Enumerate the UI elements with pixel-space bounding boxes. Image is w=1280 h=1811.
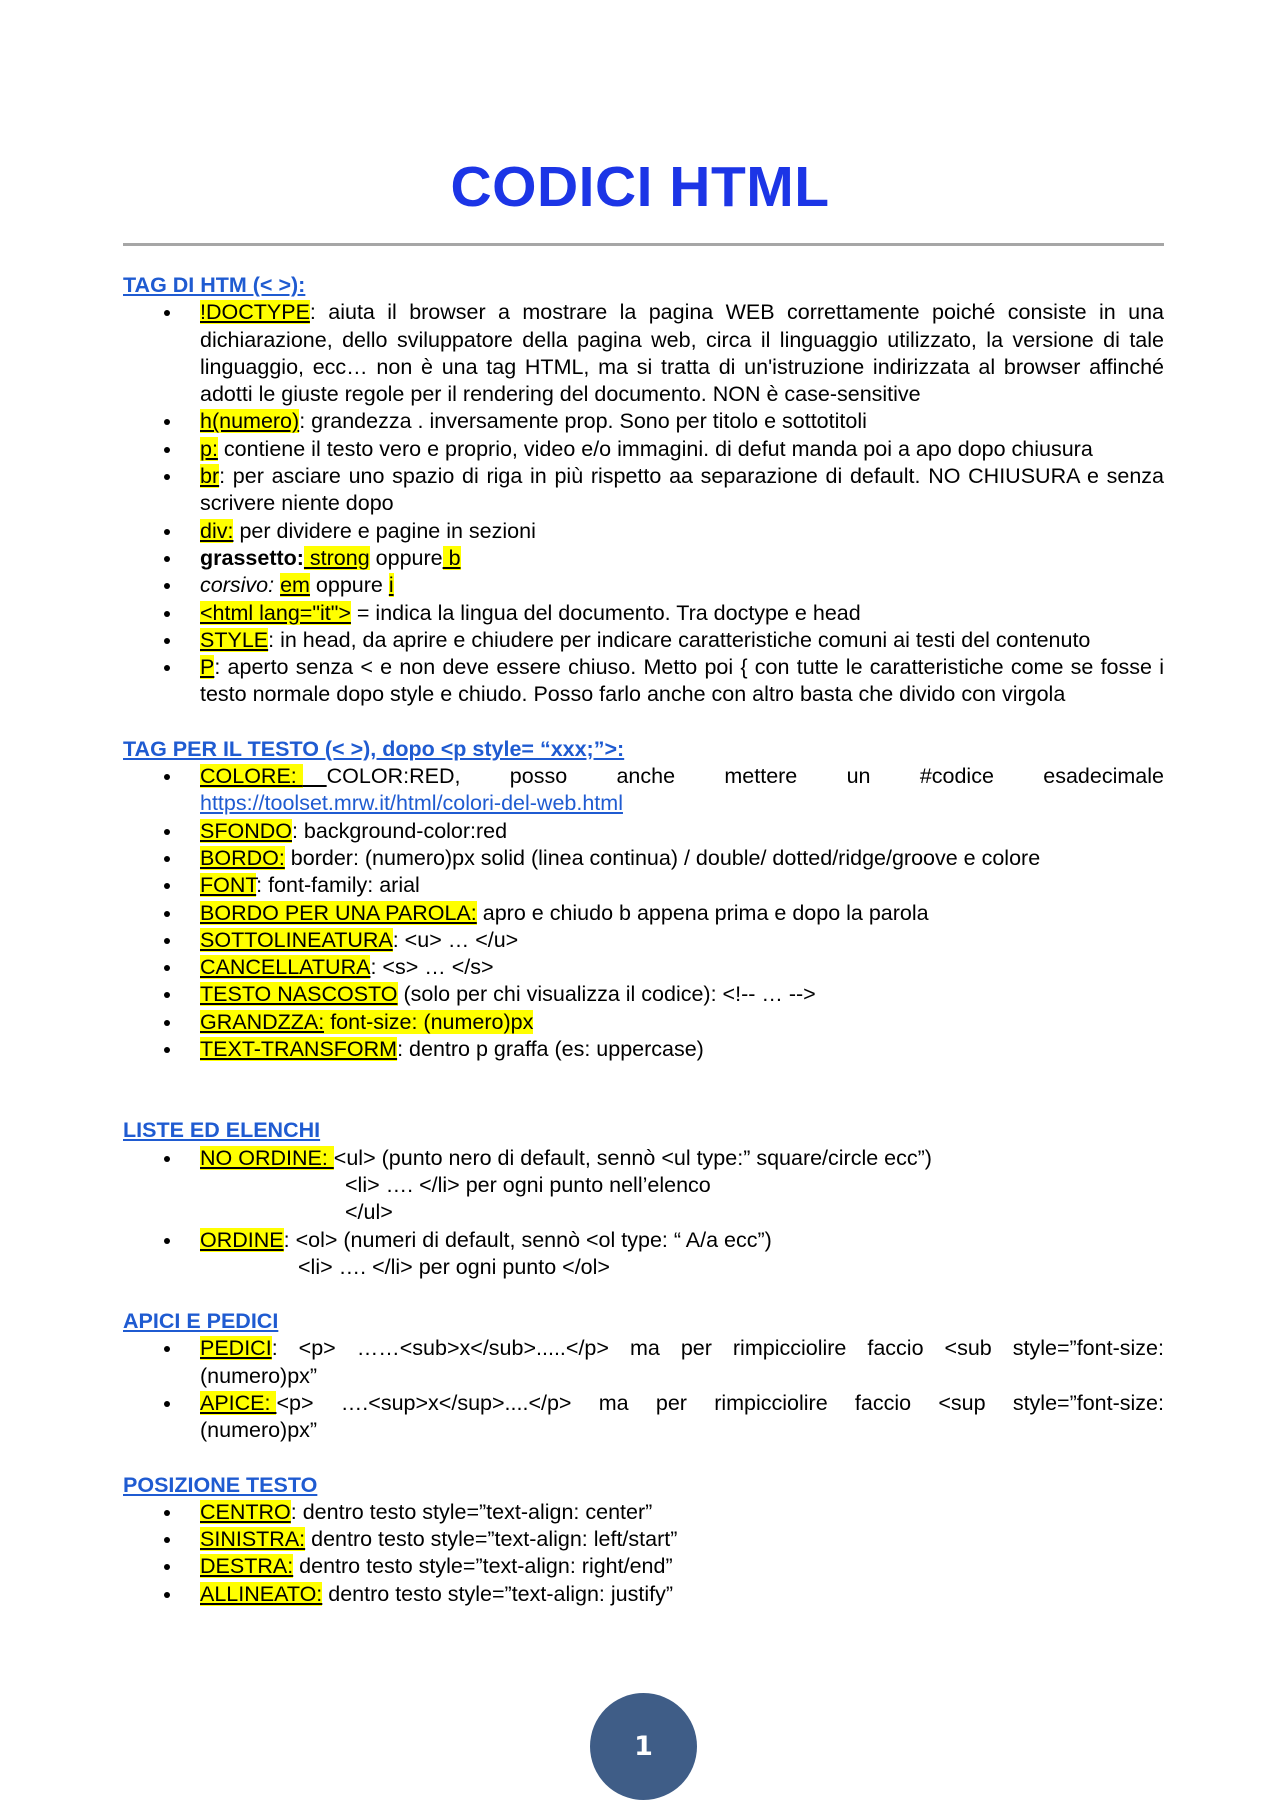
item-text: <li> …. </li> per ogni punto nell’elenco xyxy=(345,1172,711,1197)
list-item xyxy=(200,545,1164,572)
highlighted-term: br xyxy=(200,464,220,489)
item-text: : <u> … </u> xyxy=(392,927,519,952)
item-text: <ul> (punto nero di default, sennò <ul type:” square/circle ecc”) xyxy=(333,1145,932,1170)
item-text: rimpicciolire xyxy=(732,1336,847,1361)
item-text: per dividere e pagine in sezioni xyxy=(233,518,536,543)
section-tag-testo xyxy=(123,736,1164,1064)
highlighted-term: p: xyxy=(200,436,218,461)
item-label: corsivo: xyxy=(200,573,275,598)
page-number-badge: 1 xyxy=(590,1693,697,1800)
list-item xyxy=(200,954,1164,981)
section-heading: POSIZIONE TESTO xyxy=(123,1472,318,1497)
justified-line xyxy=(200,1390,1164,1417)
highlighted-term: div: xyxy=(200,518,234,543)
highlighted-term: SOTTOLINEATURA xyxy=(200,927,393,952)
item-text: ….<sup>x</sup>....</p> xyxy=(340,1390,572,1415)
section-posizione xyxy=(123,1472,1164,1608)
highlighted-term: strong xyxy=(303,545,370,570)
item-text: <sup xyxy=(938,1390,986,1415)
item-text: COLOR:RED, xyxy=(326,764,461,789)
highlighted-term: CANCELLATURA xyxy=(200,955,371,980)
item-text: : in head, da aprire e chiudere per indicare caratteristiche comuni ai testi del contenuto xyxy=(268,627,1091,652)
list-item xyxy=(200,1499,1164,1526)
justified-line xyxy=(200,763,1164,790)
list-item xyxy=(200,463,1164,518)
item-text: : <ol> (numeri di default, sennò <ol type: “ A/a ecc”) xyxy=(283,1227,772,1252)
list-item xyxy=(200,845,1164,872)
section-apici xyxy=(123,1308,1164,1444)
item-text: : grandezza . inversamente prop. Sono per titolo e sottotitoli xyxy=(299,409,867,434)
item-text: : aperto senza < e non deve essere chiuso. Metto poi { con tutte le caratteristiche come se fosse i testo normale dopo style e chiudo. Posso farlo anche con altro basta che divido con virgola xyxy=(200,655,1164,707)
item-text: : font-family: arial xyxy=(256,873,420,898)
item-text: dentro testo style=”text-align: left/start” xyxy=(305,1527,678,1552)
list-item xyxy=(200,1581,1164,1608)
item-text: <li> …. </li> per ogni punto </ol> xyxy=(298,1254,610,1279)
list-item xyxy=(200,654,1164,709)
item-text: style=”font-size: xyxy=(1012,1336,1164,1361)
colors-link[interactable]: https://toolset.mrw.it/html/colori-del-web.html xyxy=(200,791,623,816)
item-text: <sub xyxy=(944,1336,992,1361)
bullet-list xyxy=(123,763,1164,1063)
highlighted-term: APICE: xyxy=(200,1390,277,1415)
highlighted-term: COLORE: xyxy=(200,764,303,789)
item-text: : xyxy=(271,1336,278,1361)
item-text: contiene il testo vero e proprio, video e/o immagini. di defut manda poi a apo dopo chiusura xyxy=(217,436,1093,461)
item-text: faccio xyxy=(867,1336,924,1361)
item-text: style=”font-size: xyxy=(1012,1390,1164,1415)
item-text: : <s> … </s> xyxy=(370,955,494,980)
item-label: grassetto: xyxy=(200,545,304,570)
bullet-list xyxy=(123,1499,1164,1608)
item-text: ……<sub>x</sub>.....</p> xyxy=(356,1336,609,1361)
section-tag-html xyxy=(123,272,1164,709)
highlighted-term: TESTO NASCOSTO xyxy=(200,982,398,1007)
list-item xyxy=(200,299,1164,408)
bullet-list xyxy=(123,299,1164,708)
list-item xyxy=(200,927,1164,954)
list-item xyxy=(200,1335,1164,1390)
highlighted-term: h(numero) xyxy=(200,409,300,434)
item-text: : background-color:red xyxy=(291,818,508,843)
highlighted-term: FONT xyxy=(200,873,257,898)
page-title: CODICI HTML xyxy=(450,155,830,219)
highlighted-term: b xyxy=(442,545,461,570)
item-text: oppure xyxy=(369,545,443,570)
highlighted-term: ALLINEATO: xyxy=(200,1581,323,1606)
highlighted-term: CENTRO xyxy=(200,1499,291,1524)
item-text: anche xyxy=(616,764,676,789)
item-text: #codice xyxy=(919,764,994,789)
list-item xyxy=(200,1009,1164,1036)
item-text: : aiuta il browser a mostrare la pagina WEB correttamente poiché consiste in una dichiarazione, dello sviluppatore della pagina web, circa il linguaggio utilizzato, la versione di tale linguaggio, ecc… non è una tag HTML, ma si tratta di un'istruzione indirizzata al browser affinché adotti le giuste regole per il rendering del documento. NON è case-sensitive xyxy=(200,300,1164,407)
title-divider xyxy=(123,243,1164,246)
list-item xyxy=(200,900,1164,927)
section-heading: TAG DI HTM (< >): xyxy=(123,273,306,297)
item-text: <p> xyxy=(276,1390,314,1415)
item-text: dentro testo style=”text-align: right/end” xyxy=(293,1554,673,1579)
item-text: <p> xyxy=(298,1336,336,1361)
highlighted-term: BORDO: xyxy=(200,845,285,870)
list-item xyxy=(200,600,1164,627)
highlighted-term: i xyxy=(388,573,394,598)
item-text: </ul> xyxy=(345,1200,393,1225)
item-text: posso xyxy=(509,764,568,789)
list-item xyxy=(200,763,1164,818)
list-item xyxy=(200,818,1164,845)
highlighted-term: GRANDZZA: xyxy=(200,1009,325,1034)
list-item xyxy=(200,1036,1164,1063)
highlighted-term: P xyxy=(200,655,215,680)
item-text: (solo per chi visualizza il codice): <!-- … --> xyxy=(397,982,816,1007)
item-text: rimpicciolire xyxy=(714,1390,828,1415)
item-text: : per asciare uno spazio di riga in più rispetto aa separazione di default. NO CHIUSURA e senza scrivere niente dopo xyxy=(200,464,1164,516)
item-text: per xyxy=(680,1336,712,1361)
highlighted-term: NO ORDINE: xyxy=(200,1145,334,1170)
highlighted-term: TEXT-TRANSFORM xyxy=(200,1037,398,1062)
list-item xyxy=(200,627,1164,654)
highlighted-term: !DOCTYPE xyxy=(200,300,310,325)
highlighted-term: PEDICI xyxy=(200,1336,272,1361)
list-item xyxy=(200,1145,1164,1227)
section-liste xyxy=(123,1117,1164,1281)
list-item xyxy=(200,408,1164,435)
item-text: faccio xyxy=(854,1390,912,1415)
list-item xyxy=(200,436,1164,463)
list-item xyxy=(200,872,1164,899)
item-text xyxy=(303,764,327,788)
item-text: border: (numero)px solid (linea continua) / double/ dotted/ridge/groove e colore xyxy=(284,845,1041,870)
highlighted-term: ORDINE xyxy=(200,1227,284,1252)
list-item xyxy=(200,981,1164,1008)
highlighted-term: em xyxy=(280,573,310,598)
list-item xyxy=(200,518,1164,545)
item-text: apro e chiudo b appena prima e dopo la parola xyxy=(476,900,929,925)
section-heading: TAG PER IL TESTO (< >), dopo <p style= “xxx;”>: xyxy=(123,736,625,761)
list-item xyxy=(200,572,1164,599)
item-text: (numero)px” xyxy=(200,1363,318,1388)
section-heading: APICI E PEDICI xyxy=(123,1309,279,1334)
list-item xyxy=(200,1526,1164,1553)
item-text: un xyxy=(846,764,871,789)
bullet-list xyxy=(123,1335,1164,1444)
bullet-list xyxy=(123,1145,1164,1281)
item-text: = indica la lingua del documento. Tra doctype e head xyxy=(350,600,861,625)
list-item xyxy=(200,1553,1164,1580)
item-text: : dentro testo style=”text-align: center” xyxy=(290,1499,653,1524)
document-body xyxy=(123,272,1164,1608)
item-text: dentro testo style=”text-align: justify” xyxy=(322,1581,673,1606)
item-text: (numero)px” xyxy=(200,1418,318,1443)
highlighted-term: <html lang="it"> xyxy=(200,600,351,625)
item-text: mettere xyxy=(724,764,798,789)
highlighted-text: font-size: (numero)px xyxy=(324,1009,534,1034)
item-text: ma xyxy=(629,1336,660,1361)
list-item xyxy=(200,1227,1164,1282)
highlighted-term: STYLE xyxy=(200,627,269,652)
highlighted-term: BORDO PER UNA PAROLA: xyxy=(200,900,477,925)
item-text: oppure xyxy=(309,573,389,598)
highlighted-term: SFONDO xyxy=(200,818,292,843)
item-text: per xyxy=(655,1390,687,1415)
justified-line xyxy=(200,1335,1164,1362)
highlighted-term: DESTRA: xyxy=(200,1554,294,1579)
item-text: : dentro p graffa (es: uppercase) xyxy=(397,1037,704,1062)
item-text: ma xyxy=(598,1390,629,1415)
list-item xyxy=(200,1390,1164,1445)
highlighted-term: SINISTRA: xyxy=(200,1527,306,1552)
item-text: esadecimale xyxy=(1043,764,1164,789)
section-heading: LISTE ED ELENCHI xyxy=(123,1118,321,1143)
